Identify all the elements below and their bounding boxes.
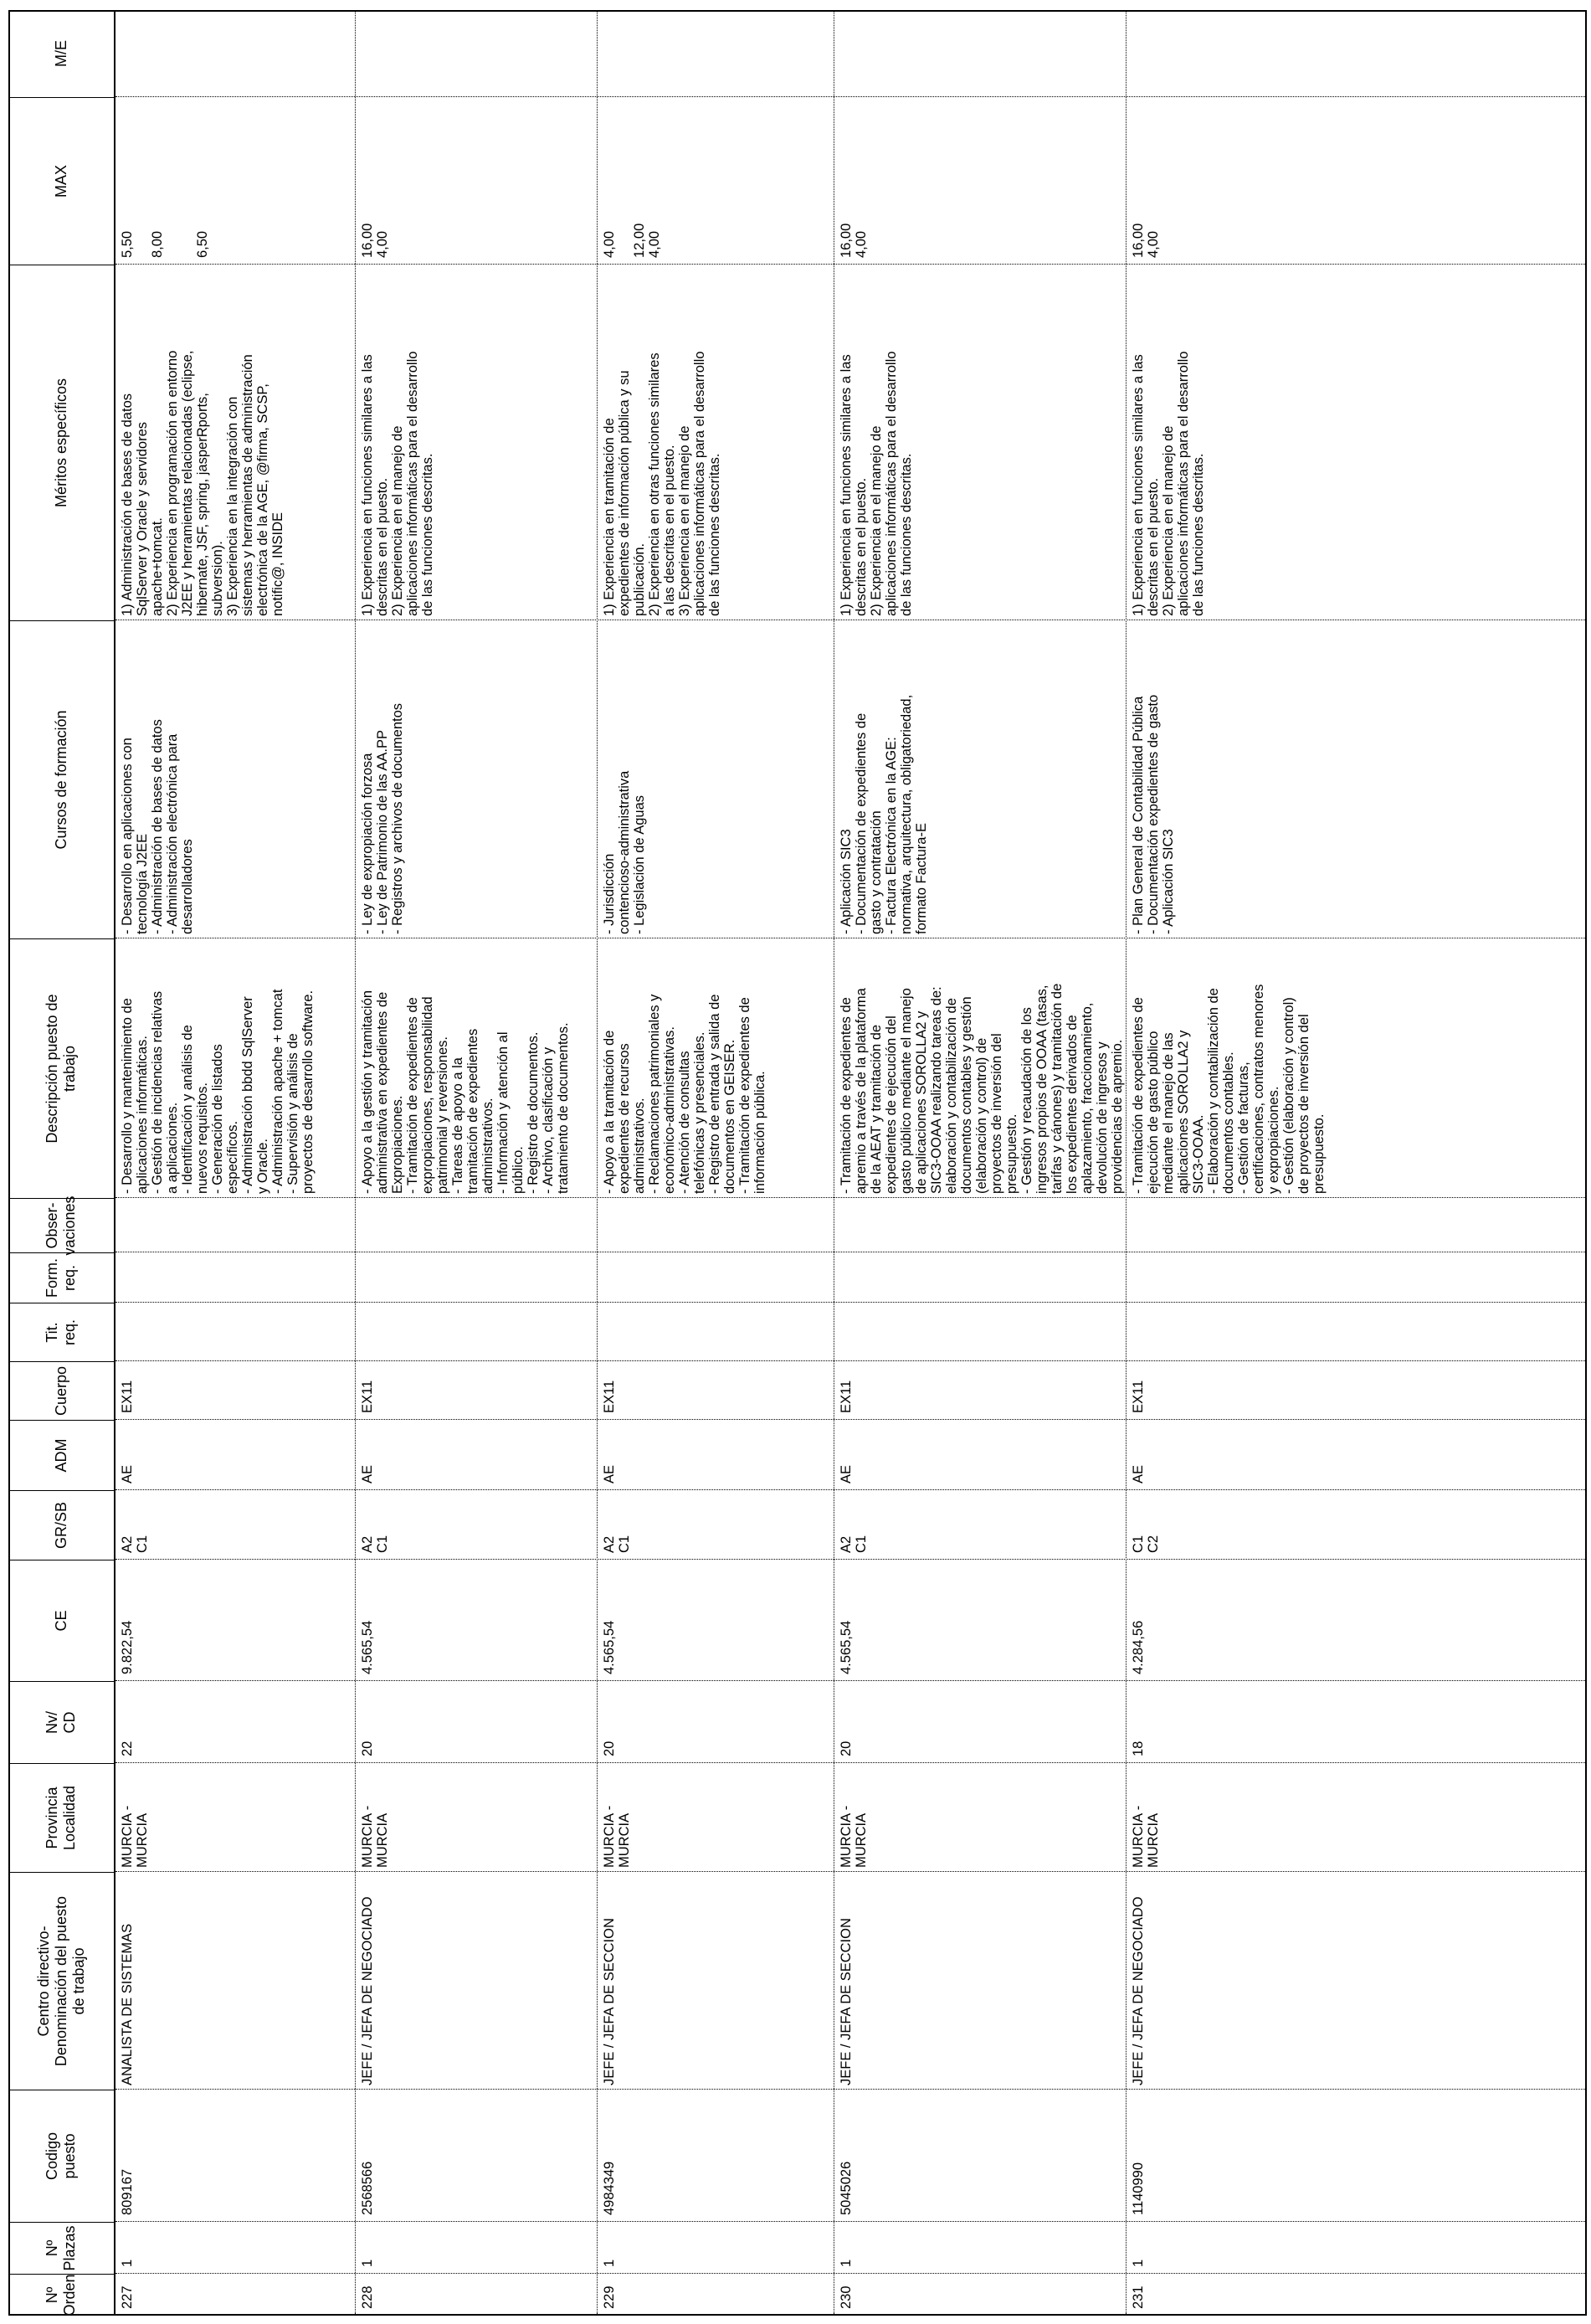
cell-descripcion: - Desarrollo y mantenimiento de aplicaciones informáticas. - Gestión de incidencias relativas a aplicaciones. - Identificación y análisis de nuevos requisitos. - Generación de listados específicos. - Administración bbdd SqlServer y Oracle. - Administración apache + tomcat - Supervisión y análisis de proyectos de desarrollo software. (120, 989, 316, 1194)
cell-denominacion: JEFE / JEFA DE SECCION (602, 1918, 617, 2085)
cell-orden: 231 (1131, 2285, 1146, 2309)
cell-provincia: MURCIA - MURCIA (839, 1805, 869, 1868)
header-grupo: GR/SB (8, 1490, 114, 1560)
cell-denominacion: JEFE / JEFA DE NEGOCIADO (360, 1896, 375, 2085)
cell-cuerpo: EX11 (839, 1380, 854, 1413)
cell-grupo: C1 C2 (1131, 1535, 1161, 1553)
cell-meritos: 1) Experiencia en funciones similares a las descritas en el puesto. 2) Experiencia en el manejo de aplicaciones informáticas para el desarrollo de las funciones descritas. (839, 351, 914, 616)
cell-grupo: A2 C1 (839, 1535, 869, 1553)
cell-nivel: 20 (360, 1740, 375, 1756)
cell-grupo: A2 C1 (360, 1535, 390, 1553)
cell-codigo: 1140990 (1131, 2162, 1146, 2215)
cell-meritos: 1) Experiencia en funciones similares a las descritas en el puesto. 2) Experiencia en el manejo de aplicaciones informáticas para el desarrollo de las funciones descritas. (1131, 351, 1206, 616)
cell-plazas: 1 (1131, 2259, 1146, 2267)
header-meritos: Méritos específicos (8, 265, 114, 620)
cell-max: 4,00 12,00 4,00 (602, 223, 662, 258)
cell-codigo: 2568566 (360, 2161, 375, 2215)
table-header (8, 10, 115, 2316)
cell-nivel: 18 (1131, 1740, 1146, 1756)
cell-nivel: 22 (120, 1740, 135, 1756)
cell-orden: 227 (120, 2285, 135, 2309)
cell-descripcion: - Apoyo a la gestión y tramitación administrativa en expedientes de Expropiaciones. - Tramitación de expedientes de expropiaciones, responsabilidad patrimonial y reversiones. - Tareas de apoyo a la tramitación de expedientes administrativos. - Información y atención al público. - Registro de documentos. - Archivo, clasificación y tratamiento de documentos. (360, 990, 571, 1194)
cell-denominacion: JEFE / JEFA DE SECCION (839, 1918, 854, 2085)
cell-ce: 4.565,54 (360, 1620, 375, 1674)
cell-ce: 4.565,54 (839, 1620, 854, 1674)
cell-plazas: 1 (839, 2259, 854, 2267)
cell-nivel: 20 (839, 1740, 854, 1756)
row-separator (355, 12, 356, 2314)
cell-grupo: A2 C1 (120, 1535, 150, 1553)
cell-orden: 229 (602, 2285, 617, 2309)
cell-ce: 4.565,54 (602, 1620, 617, 1674)
cell-meritos: 1) Experiencia en tramitación de expedientes de información pública y su publicación. 2) Experiencia en otras funciones similares a las descritas en el puesto. 3) Experiencia en el manejo de aplicaciones informáticas para el desarrollo de las funciones descritas. (602, 351, 722, 616)
header-cursos: Cursos de formación (8, 620, 114, 938)
cell-meritos: 1) Administración de bases de datos SqlServer y Oracle y servidores apache+tomcat. 2) Experiencia en programación en entorno J2EE y herramientas relacionadas (eclipse, hibernate, JSF, spring, jasperRports, subversion). 3) Experiencia en la integración con sistemas y herramientas de administración electrónica de la AGE, @firma, SCSP, notific@, INSIDE (120, 350, 285, 616)
cell-descripcion: - Tramitación de expedientes de ejecución de gasto público mediante el manejo de las aplicaciones SOROLLA2 y SIC3-OOAA. - Elaboración y contabilización de documentos contables. - Gestión de facturas, certificaciones, contratos menores y expropiaciones. - Gestión (elaboración y control) de proyectos de inversión del presupuesto. (1131, 984, 1327, 1194)
cell-adm: AE (602, 1464, 617, 1483)
cell-cuerpo: EX11 (120, 1380, 135, 1413)
header-codigo: Codigo puesto (8, 2090, 114, 2222)
cell-plazas: 1 (120, 2259, 135, 2267)
header-centro-denominacion: Centro directivo- Denominación del puesto de trabajo (8, 1872, 114, 2090)
cell-plazas: 1 (602, 2259, 617, 2267)
cell-provincia: MURCIA - MURCIA (360, 1805, 390, 1868)
cell-orden: 230 (839, 2285, 854, 2309)
cell-cuerpo: EX11 (360, 1380, 375, 1413)
cell-codigo: 5045026 (839, 2161, 854, 2215)
cell-provincia: MURCIA - MURCIA (120, 1805, 150, 1868)
cell-max: 16,00 4,00 (360, 223, 390, 258)
header-nivel: Nv/ CD (8, 1681, 114, 1763)
cell-cursos: - Desarrollo en aplicaciones con tecnología J2EE - Administración de bases de datos - Administración electrónica para desarrolladores (120, 719, 195, 934)
header-me: M/E (52, 40, 69, 68)
cell-denominacion: ANALISTA DE SISTEMAS (120, 1923, 135, 2085)
cell-cursos: - Ley de expropiación forzosa - Ley de Patrimonio de las AA.PP - Registros y archivos de documentos (360, 702, 405, 934)
column-divider (115, 1197, 1585, 1198)
row-separator (597, 12, 598, 2314)
cell-adm: AE (1131, 1464, 1146, 1483)
header-formacion: Form. req. (8, 1252, 114, 1303)
cell-orden: 228 (360, 2285, 375, 2309)
cell-cursos: - Aplicación SIC3 - Documentación de expedientes de gasto y contratación - Factura Electrónica en la AGE: normativa, arquitectura, obligatoriedad, formato Factura-E (839, 694, 929, 934)
cell-codigo: 809167 (120, 2168, 135, 2215)
cell-denominacion: JEFE / JEFA DE NEGOCIADO (1131, 1896, 1146, 2085)
cell-grupo: A2 C1 (602, 1535, 632, 1553)
cell-adm: AE (839, 1464, 854, 1483)
cell-max: 16,00 4,00 (839, 223, 869, 258)
cell-ce: 9.822,54 (120, 1620, 135, 1674)
cell-max: 5,50 8,00 6,50 (120, 230, 210, 258)
cell-cursos: - Jurisdicción contencioso-administrativa - Legislación de Aguas (602, 770, 647, 934)
header-descripcion: Descripción puesto de trabajo (8, 938, 114, 1198)
cell-codigo: 4984349 (602, 2161, 617, 2215)
cell-adm: AE (120, 1464, 135, 1483)
cell-plazas: 1 (360, 2259, 375, 2267)
cell-cuerpo: EX11 (602, 1380, 617, 1413)
header-observaciones: Obser- vaciones (8, 1198, 114, 1252)
header-max: MAX (8, 97, 114, 265)
cell-meritos: 1) Experiencia en funciones similares a las descritas en el puesto. 2) Experiencia en el manejo de aplicaciones informáticas para el desarrollo de las funciones descritas. (360, 351, 435, 616)
header-titulacion: Tit. req. (8, 1303, 114, 1361)
cell-max: 16,00 4,00 (1131, 223, 1161, 258)
cell-cursos: - Plan General de Contabilidad Pública - Documentación expedientes de gasto - Aplicación SIC3 (1131, 694, 1176, 934)
cell-nivel: 20 (602, 1740, 617, 1756)
cell-provincia: MURCIA - MURCIA (602, 1805, 632, 1868)
cell-descripcion: - Apoyo a la tramitación de expedientes de recursos administrativos. - Reclamaciones patrimoniales y económico-administrativas. - Atención de consultas telefónicas y presenciales. - Registro de entrada y salida de documentos en GEISER. - Tramitación de expedientes de información pública. (602, 994, 767, 1194)
cell-adm: AE (360, 1464, 375, 1483)
cell-cuerpo: EX11 (1131, 1380, 1146, 1413)
header-cuerpo: Cuerpo (8, 1361, 114, 1420)
cell-ce: 4.284,56 (1131, 1620, 1146, 1674)
header-plazas: Nº Plazas (8, 2222, 114, 2274)
cell-provincia: MURCIA - MURCIA (1131, 1805, 1161, 1868)
cell-descripcion: - Tramitación de expedientes de apremio a través de la plataforma de la AEAT y tramitación de expedientes de ejecución del gasto público mediante el manejo de aplicaciones SOROLLA2 y SIC3-OOAA realizando tareas de: elaboración y contabilización de documentos contables y gestión (elaboración y control) de proyectos de inversión del presupuesto. - Gestión y recaudación de los ingresos propios de OOAA (tasas, tarifas y cánones) y tramitación de los expedientes derivados de aplazamiento, fraccionamiento, devolución de ingresos y providencias de apremio. (839, 983, 1125, 1194)
header-adm: ADM (8, 1420, 114, 1490)
header-orden: Nº Orden (8, 2274, 114, 2316)
header-ce: CE (8, 1560, 114, 1681)
column-divider (115, 1302, 1585, 1303)
header-provincia: Provincia Localidad (8, 1763, 114, 1872)
